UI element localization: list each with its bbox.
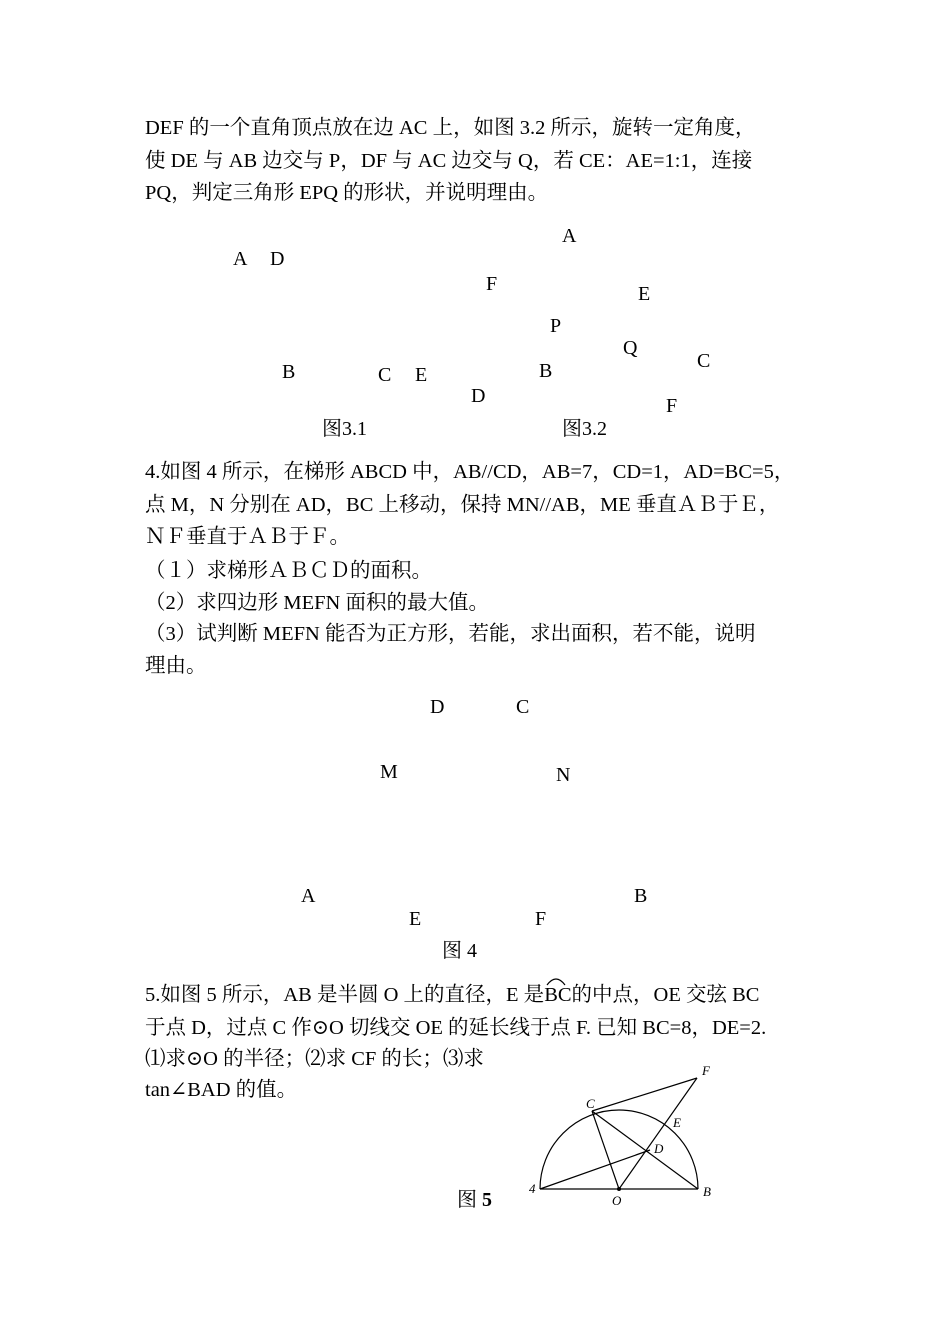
- problem4-line-3: ＮＦ垂直于ＡＢ于Ｆ。: [145, 526, 350, 548]
- fig5-caption-prefix: 图: [457, 1189, 482, 1211]
- fig32-label-F-bottom: F: [666, 395, 678, 417]
- fig4-label-D: D: [430, 696, 445, 718]
- fig4-label-B: B: [634, 885, 648, 907]
- fig32-label-E: E: [638, 283, 651, 305]
- fig5-label-O: O: [612, 1193, 622, 1208]
- problem5-line-3: ⑴求⊙O 的半径；⑵求 CF 的长；⑶求: [145, 1048, 484, 1070]
- arc-mark-icon: [546, 976, 566, 986]
- fig32-label-B: B: [539, 360, 553, 382]
- fig4-label-M: M: [380, 761, 398, 783]
- fig31-label-E: E: [415, 364, 428, 386]
- figure-5-diagram: [525, 1058, 725, 1208]
- fig4-label-A: A: [301, 885, 316, 907]
- fig5-label-C: C: [586, 1096, 595, 1111]
- problem5-line-1-before: 5.如图 5 所示，AB 是半圆 O 上的直径，E 是: [145, 984, 545, 1006]
- fig4-label-C: C: [516, 696, 530, 718]
- fig31-caption: 图3.1: [322, 418, 367, 440]
- problem3-line-3: PQ，判定三角形 EPQ 的形状，并说明理由。: [145, 182, 549, 204]
- line-of: [619, 1078, 697, 1189]
- fig4-label-N: N: [556, 764, 571, 786]
- line-ad: [540, 1150, 650, 1189]
- problem4-line-5: （2）求四边形 MEFN 面积的最大值。: [145, 592, 489, 614]
- chord-cb: [592, 1111, 698, 1189]
- problem5-line-1-after: 的中点，OE 交弦 BC: [571, 984, 760, 1006]
- tangent-cf: [592, 1078, 697, 1111]
- fig31-label-D: D: [270, 248, 285, 270]
- fig32-label-Q: Q: [623, 337, 638, 359]
- fig32-caption: 图3.2: [562, 418, 607, 440]
- problem5-line-2: 于点 D，过点 C 作⊙O 切线交 OE 的延长线于点 F. 已知 BC=8，DE=2.: [145, 1017, 767, 1039]
- fig31-label-A: A: [233, 248, 248, 270]
- fig32-label-C: C: [697, 350, 711, 372]
- arc-bc-label: BC: [544, 984, 572, 1006]
- fig5-label-F: F: [702, 1063, 710, 1078]
- fig5-label-A: 4: [529, 1181, 536, 1196]
- line-co: [592, 1111, 619, 1189]
- arc-bc: [544, 985, 571, 1006]
- problem5-line-4: tan∠BAD 的值。: [145, 1079, 298, 1101]
- problem4-line-1: 4.如图 4 所示，在梯形 ABCD 中，AB//CD，AB=7，CD=1，AD=BC=5，: [145, 461, 795, 483]
- fig4-caption: 图 4: [442, 940, 477, 962]
- fig4-label-E: E: [409, 908, 422, 930]
- problem4-line-4: （１）求梯形ＡＢＣＤ的面积。: [145, 560, 432, 582]
- problem4-line-7: 理由。: [145, 655, 207, 677]
- fig32-label-F-top: F: [486, 273, 498, 295]
- fig5-label-E: E: [673, 1115, 681, 1130]
- problem4-line-6: （3）试判断 MEFN 能否为正方形，若能，求出面积，若不能，说明: [145, 623, 756, 645]
- fig5-label-B: B: [703, 1184, 711, 1199]
- fig32-label-D: D: [471, 385, 486, 407]
- problem3-line-1: DEF 的一个直角顶点放在边 AC 上，如图 3.2 所示，旋转一定角度，: [145, 117, 756, 139]
- fig5-label-D: D: [654, 1141, 664, 1156]
- fig5-caption: [457, 1190, 492, 1210]
- fig4-label-F: F: [535, 908, 547, 930]
- center-o-dot: [617, 1187, 621, 1191]
- problem3-line-2: 使 DE 与 AB 边交与 P，DF 与 AC 边交与 Q，若 CE：AE=1:1，连接: [145, 150, 753, 172]
- fig31-label-C: C: [378, 364, 392, 386]
- fig5-caption-number: 5: [482, 1189, 492, 1211]
- fig32-label-P: P: [550, 315, 562, 337]
- problem4-line-2: 点 M，N 分别在 AD，BC 上移动，保持 MN//AB，ME 垂直ＡＢ于Ｅ，: [145, 494, 780, 516]
- fig31-label-B: B: [282, 361, 296, 383]
- problem5-line-1: [145, 985, 759, 1006]
- fig32-label-A: A: [562, 225, 577, 247]
